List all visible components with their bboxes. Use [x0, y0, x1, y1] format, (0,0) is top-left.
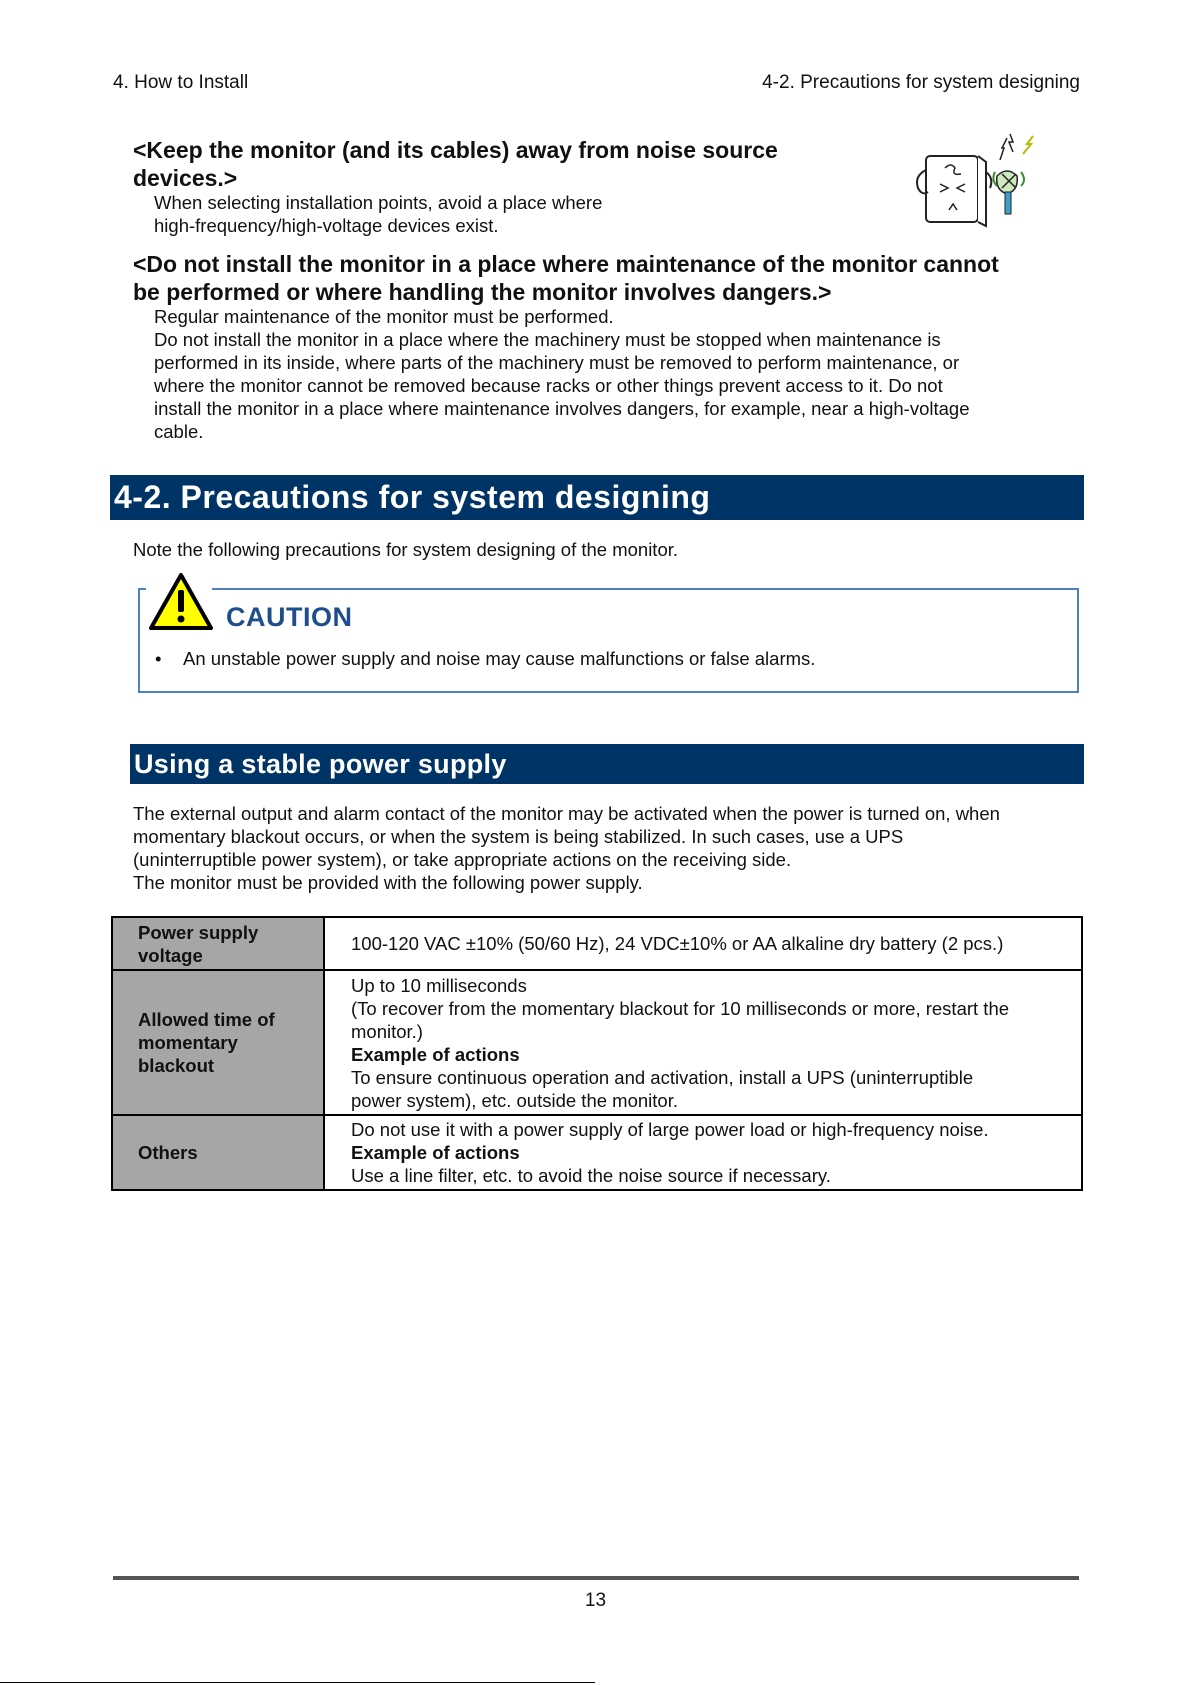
subsection-title-bar: Using a stable power supply [130, 744, 1084, 784]
maintenance-body-line: cable. [154, 421, 204, 442]
bottom-edge-rule [0, 1682, 595, 1683]
value-line: (To recover from the momentary blackout for 10 milliseconds or more, restart the [351, 997, 1010, 1019]
maintenance-body-line: where the monitor cannot be removed because racks or other things prevent access to it. Do not [154, 375, 943, 396]
value-line: Use a line filter, etc. to avoid the noise source if necessary. [351, 1165, 831, 1186]
footer-rule [113, 1576, 1079, 1580]
running-header-chapter: 4. How to Install [113, 72, 249, 93]
page-number: 13 [584, 1590, 607, 1611]
power-paragraph [133, 802, 1000, 894]
caution-bullet: • [155, 648, 162, 669]
power-paragraph-line: momentary blackout occurs, or when the system is being stabilized. In such cases, use a UPS [133, 826, 904, 847]
value-line: To ensure continuous operation and activation, install a UPS (uninterruptible [351, 1066, 974, 1088]
power-paragraph-line: The external output and alarm contact of the monitor may be activated when the power is turned on, when [133, 803, 1000, 824]
caution-title: CAUTION [226, 602, 353, 632]
table-value-cell [324, 970, 1082, 1115]
key-line: voltage [138, 944, 203, 966]
maintenance-heading-line2: be performed or where handling the monitor involves dangers.> [133, 279, 832, 305]
warning-triangle-icon [148, 572, 214, 632]
maintenance-body-line: Regular maintenance of the monitor must be performed. [154, 306, 614, 327]
value-line: 100-120 VAC ±10% (50/60 Hz), 24 VDC±10% or AA alkaline dry battery (2 pcs.) [351, 933, 1004, 954]
value-line: monitor.) [351, 1020, 423, 1042]
value-line: power system), etc. outside the monitor. [351, 1089, 678, 1111]
noise-source-icon [905, 132, 1045, 232]
maintenance-body-line: performed in its inside, where parts of the machinery must be removed to perform maintenance, or [154, 352, 960, 373]
maintenance-body [154, 305, 970, 443]
power-spec-table [111, 916, 1083, 1191]
table-key-cell [112, 1115, 324, 1190]
value-line-heading: Example of actions [351, 1043, 520, 1065]
section-title-bar: 4-2. Precautions for system designing [110, 475, 1084, 520]
table-row [112, 970, 1082, 1115]
table-row [112, 1115, 1082, 1190]
noise-body [154, 191, 602, 237]
maintenance-heading [133, 250, 999, 306]
noise-body-line: high-frequency/high-voltage devices exist. [154, 215, 499, 236]
noise-heading-line1: <Keep the monitor (and its cables) away from noise source [133, 137, 778, 163]
noise-heading [133, 136, 778, 192]
power-paragraph-line: The monitor must be provided with the following power supply. [133, 872, 643, 893]
table-row [112, 917, 1082, 970]
noise-heading-line2: devices.> [133, 165, 238, 191]
value-line: Do not use it with a power supply of large power load or high-frequency noise. [351, 1119, 989, 1140]
caution-text: An unstable power supply and noise may cause malfunctions or false alarms. [183, 648, 816, 669]
running-header-section: 4-2. Precautions for system designing [762, 72, 1080, 93]
power-paragraph-line: (uninterruptible power system), or take appropriate actions on the receiving side. [133, 849, 792, 870]
maintenance-body-line: Do not install the monitor in a place where the machinery must be stopped when maintenance is [154, 329, 941, 350]
key-line: Others [138, 1142, 198, 1163]
maintenance-heading-line1: <Do not install the monitor in a place where maintenance of the monitor cannot [133, 251, 999, 277]
table-key-cell [112, 970, 324, 1115]
value-line: Up to 10 milliseconds [351, 974, 527, 996]
table-value-cell [324, 917, 1082, 970]
key-line: blackout [138, 1055, 215, 1076]
maintenance-body-line: install the monitor in a place where maintenance involves dangers, for example, near a high-voltage [154, 398, 970, 419]
key-line: Power supply [138, 921, 259, 943]
table-key-cell [112, 917, 324, 970]
key-line: Allowed time of [138, 1009, 275, 1030]
section-intro: Note the following precautions for system designing of the monitor. [133, 539, 679, 560]
key-line: momentary [138, 1032, 238, 1053]
noise-body-line: When selecting installation points, avoid a place where [154, 192, 603, 213]
table-value-cell [324, 1115, 1082, 1190]
value-line-heading: Example of actions [351, 1142, 520, 1163]
